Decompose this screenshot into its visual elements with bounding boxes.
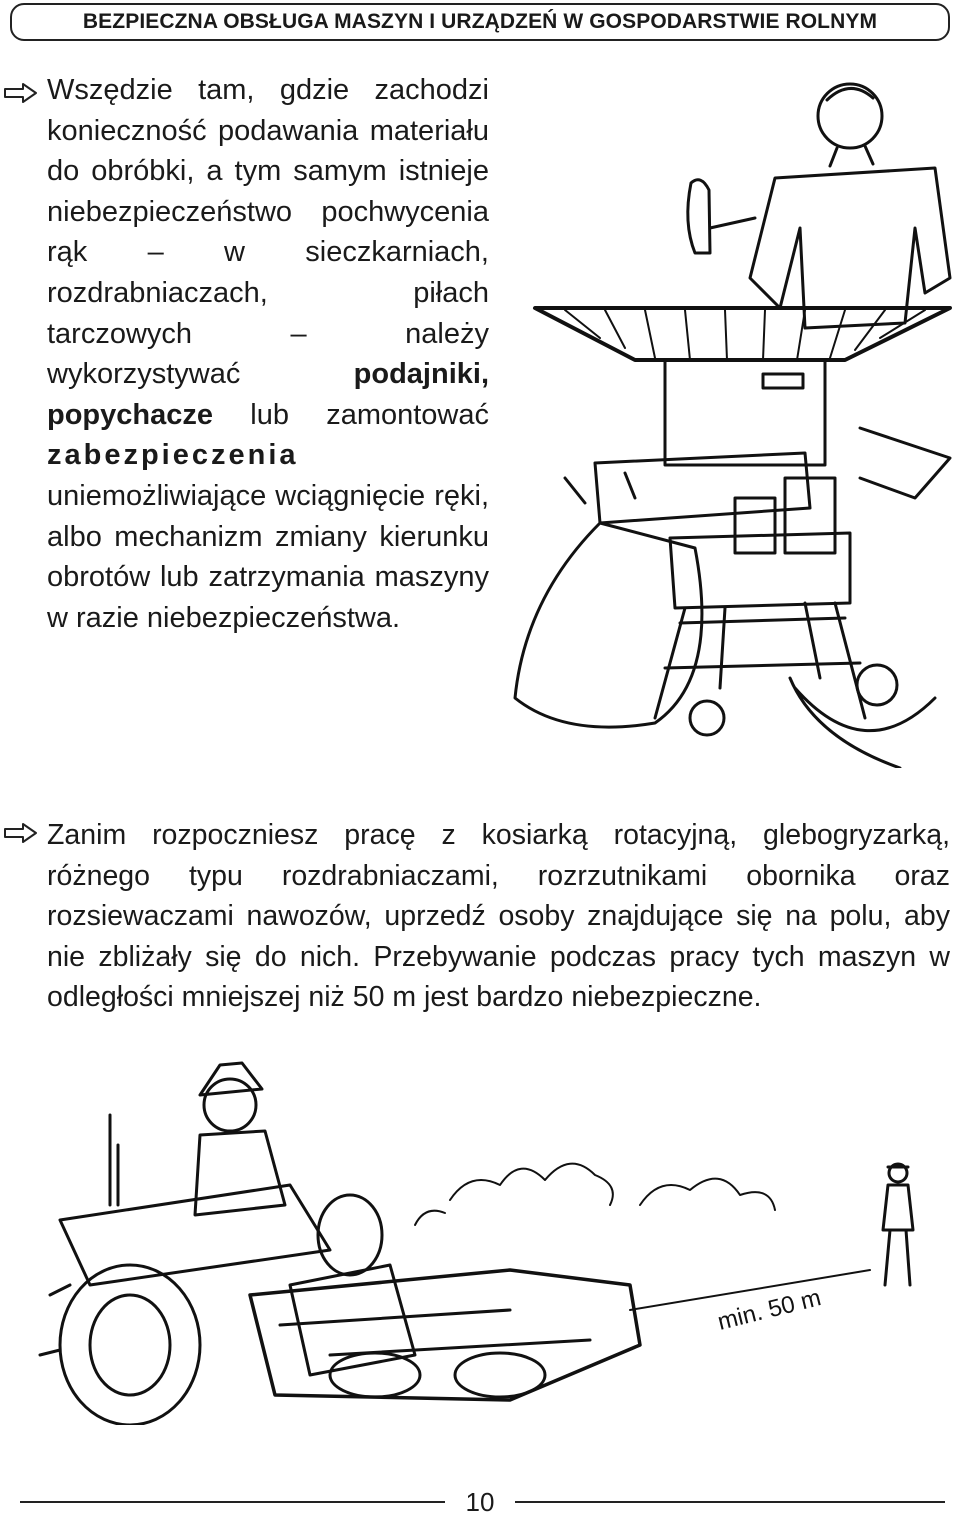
footer-rule-right <box>515 1501 945 1503</box>
chopper-machine-illustration <box>505 78 955 768</box>
distance-label: min. 50 m <box>714 1284 824 1336</box>
page-number: 10 <box>465 1487 495 1517</box>
para2-text: Zanim rozpoczniesz pracę z kosiarką rotacyjną, glebogryzarką, różnego typu rozdrabniaczami, rozrzutnikami obornika oraz rozsiewaczami nawozów, uprzedź osoby znajdujące się na polu, aby nie zbliżały się do nich. Przebywanie podczas pracy tych maszyn w odległości mniejszej niż 50 m jest bardzo niebezpieczne. <box>47 819 950 1014</box>
paragraph-safety-feeders <box>47 70 489 638</box>
header-title: BEZPIECZNA OBSŁUGA MASZYN I URZĄDZEŃ W GOSPODARSTWIE ROLNYM <box>82 10 878 33</box>
arrow-right-icon <box>4 822 38 844</box>
para1-text-c: uniemożliwiające wciągnięcie ręki, albo mechanizm zmiany kierunku obrotów lub zatrzymania maszyny w razie niebezpieczeństwa. <box>47 479 489 634</box>
tractor-mower-illustration <box>30 1055 950 1425</box>
footer-rule-left <box>20 1501 445 1503</box>
page-header <box>10 3 950 41</box>
para1-text-b: lub zamontować <box>213 398 489 431</box>
paragraph-mower-warning <box>47 815 950 1018</box>
para1-text-a: Wszędzie tam, gdzie zachodzi konieczność podawania materiału do obróbki, a tym samym istnieje niebezpieczeństwo pochwycenia rąk – w sieczkarniach, rozdrabniaczach, piłach tarczowych – należy wykorzystywać <box>47 74 489 391</box>
para1-bold-feeders: podajniki, popychacze <box>47 358 489 431</box>
para1-bold-guards: zabezpieczenia <box>47 439 299 472</box>
arrow-right-icon <box>4 82 38 104</box>
